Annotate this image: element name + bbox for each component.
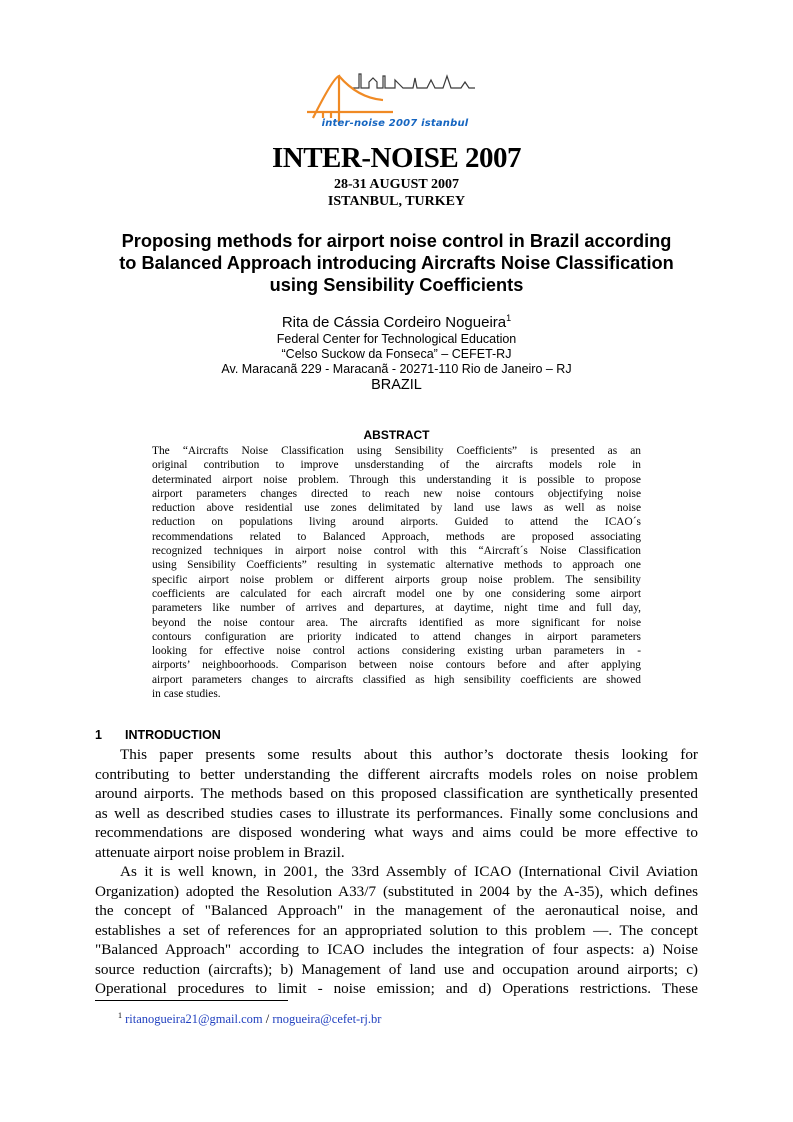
abstract-line: recommendations related to Balanced Approach, methods are proposed associating xyxy=(152,530,641,543)
footnote xyxy=(118,1011,381,1027)
introduction-body xyxy=(95,745,698,999)
section-heading xyxy=(95,728,221,742)
author-country: BRAZIL xyxy=(371,377,422,393)
author-name: Rita de Cássia Cordeiro Nogueira$^1$ xyxy=(281,313,512,331)
conference-location: ISTANBUL, TURKEY xyxy=(327,194,466,209)
footnote-separator: / xyxy=(262,1012,273,1027)
body-line: attenuate airport noise problem in Brazil. xyxy=(95,843,345,861)
body-line: "Balanced Approach" according to ICAO includes the integration of four aspects: a) Noise xyxy=(95,941,698,958)
skyline-graphic xyxy=(353,74,475,88)
abstract-line: original contribution to improve unsderstanding of the aircrafts models role in xyxy=(152,459,641,472)
body-line: contributing to better understanding the different aircrafts models roles on noise problem xyxy=(95,765,698,783)
abstract-line: contours configuration are priority indicated to attend changes in airport parameters xyxy=(152,630,641,643)
body-line: as well as described studies cases to illustrate its performances. Finally some conclusions and xyxy=(95,804,698,822)
abstract-line: The “Aircrafts Noise Classification using Sensibility Coefficients” is presented as an xyxy=(152,445,641,457)
abstract-line: recognized techniques in airport noise control with this “Aircraft´s Noise Classification xyxy=(152,545,641,558)
conference-title: INTER-NOISE 2007 xyxy=(271,142,522,174)
abstract-line: determinated airport noise problem. Through this understanding it is possible to propose xyxy=(152,473,641,486)
bridge-graphic xyxy=(307,76,393,123)
paper-title-line: using Sensibility Coefficients xyxy=(269,275,524,295)
section-number: 1 xyxy=(95,728,102,742)
abstract-line: beyond the noise contour area. The aircrafts identified as more significant for noise xyxy=(152,616,641,629)
footnote-email-link[interactable]: rnogueira@cefet-rj.br xyxy=(272,1012,382,1027)
footnote-number: 1 xyxy=(118,1011,122,1020)
body-line: source reduction (aircrafts); b) Management of land use and occupation around airports; c) xyxy=(95,960,698,978)
abstract-line: in case studies. xyxy=(152,688,221,701)
abstract-line: reduction on populations living around airports. Guided to attend the ICAO´s xyxy=(152,516,641,529)
abstract-line: airport parameters changes directed to reach new noise contours objectifying noise xyxy=(152,487,641,500)
conference-dates: 28-31 AUGUST 2007 xyxy=(334,177,459,192)
abstract-line: specific airport noise problem or different airports group noise problem. The sensibility xyxy=(152,573,641,586)
abstract-line: coefficients are calculated for each aircraft model one by one considering some airport xyxy=(152,587,641,600)
abstract-text xyxy=(152,444,641,701)
body-line: recommendations are disposed wondering what ways and aims could be more effective to xyxy=(95,824,698,841)
abstract-line: airport parameters changes to aircrafts classified as high sensibility coefficients are showed xyxy=(152,673,641,686)
footnote-divider xyxy=(95,1000,288,1001)
body-line: Operational procedures to limit - noise emission; and d) Operations restrictions. These xyxy=(95,980,698,997)
logo-text: inter-noise 2007 istanbul xyxy=(321,118,469,129)
abstract-line: looking for effective noise control actions considering existing urban parameters in - xyxy=(152,645,641,658)
section-title: INTRODUCTION xyxy=(125,728,221,742)
body-line: the concept of "Balanced Approach" in the management of the aeronautical noise, and xyxy=(95,902,698,919)
affiliation-line: Av. Maracanã 229 - Maracanã - 20271-110 Rio de Janeiro – RJ xyxy=(221,362,572,376)
abstract-line: reduction above residential use zones delimitated by land use laws as well as noise xyxy=(152,502,641,515)
paper-title-line: Proposing methods for airport noise control in Brazil according xyxy=(121,231,672,251)
footnote-email-link[interactable]: ritanogueira21@gmail.com xyxy=(125,1012,263,1027)
abstract-line: using Sensibility Coefficients” resulting in systematic alternative methods to approach one xyxy=(152,559,641,572)
abstract-line: airports’ neighboorhoods. Comparison between noise contours before and after applying xyxy=(152,659,641,672)
body-line: This paper presents some results about this author’s doctorate thesis looking for xyxy=(120,746,698,763)
body-line: As it is well known, in 2001, the 33rd Assembly of ICAO (International Civil Aviation xyxy=(120,863,698,880)
footnote-marker: 1 xyxy=(506,313,512,323)
paper-title xyxy=(95,230,698,296)
body-line: establishes a set of references for an appropriated solution to this problem ––. The concept xyxy=(95,921,698,939)
affiliation-line: Federal Center for Technological Education xyxy=(276,332,517,346)
body-line: Organization) adopted the Resolution A33/7 (substituted in 2004 by the A-35), which defines xyxy=(95,882,698,900)
body-line: around airports. The methods based on this proposed classification are synthetically presented xyxy=(95,785,698,802)
paper-title-line: to Balanced Approach introducing Aircrafts Noise Classification xyxy=(119,253,674,273)
abstract-line: parameters like number of arrives and departures, at daytime, night time and full day, xyxy=(152,602,641,615)
abstract-heading: ABSTRACT xyxy=(363,428,430,442)
affiliation-line: “Celso Suckow da Fonseca” – CEFET-RJ xyxy=(281,347,512,361)
